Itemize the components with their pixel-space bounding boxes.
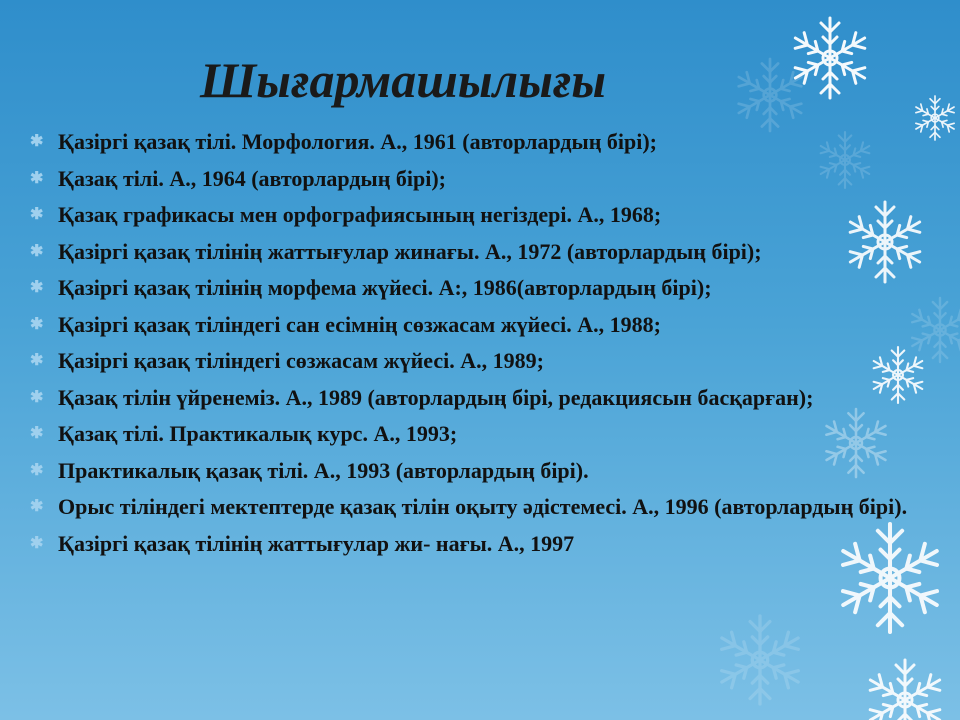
- list-item: [30, 493, 920, 520]
- list-item-text: Қазіргі қазақ тілінің морфема жүйесі. А:, 1986(авторлардың бірі);: [58, 275, 712, 300]
- list-item: [30, 238, 920, 265]
- slide-title: Шығармашылығы: [200, 52, 607, 108]
- list-item: [30, 420, 920, 447]
- list-item: [30, 530, 920, 557]
- snowflake-bullet-icon: ✱: [30, 242, 44, 260]
- list-item: [30, 384, 920, 411]
- snowflake-bullet-icon: ✱: [30, 133, 44, 150]
- snowflake-bullet-icon: ✱: [30, 169, 44, 187]
- list-item-text: Қазіргі қазақ тілі. Морфология. А., 1961 (авторлардың бірі);: [58, 129, 657, 154]
- list-item: [30, 165, 920, 192]
- snowflake-icon: [735, 59, 805, 131]
- list-item-text: Қазақ тілін үйренеміз. А., 1989 (авторлардың бірі, редакциясын басқарған);: [58, 384, 814, 410]
- snowflake-bullet-icon: ✱: [30, 315, 44, 333]
- snowflake-bullet-icon: ✱: [30, 425, 44, 442]
- list-item-text: Орыс тіліндегі мектептерде қазақ тілін оқыту әдістемесі. А., 1996 (авторлардың бірі).: [58, 494, 908, 519]
- snowflake-icon: [717, 616, 803, 704]
- snowflake-bullet-icon: ✱: [30, 461, 44, 479]
- snowflake-bullet-icon: ✱: [30, 206, 44, 223]
- list-item-text: Қазіргі қазақ тіліндегі сөзжасам жүйесі. А., 1989;: [58, 348, 544, 373]
- snowflake-bullet-icon: ✱: [30, 279, 44, 296]
- list-item-text: Қазіргі қазақ тілінің жаттығулар жинағы. А., 1972 (авторлардың бірі);: [58, 238, 762, 264]
- list-item-text: Қазақ тілі. Практикалық курс. А., 1993;: [58, 421, 458, 446]
- snowflake-bullet-icon: ✱: [30, 388, 44, 406]
- snowflake-icon: [866, 660, 944, 720]
- publications-list: [30, 128, 920, 566]
- list-item-text: Қазіргі қазақ тілінің жаттығулар жи- нағы. А., 1997: [58, 530, 575, 556]
- snowflake-bullet-icon: ✱: [30, 534, 44, 552]
- list-item-text: Практикалық қазақ тілі. А., 1993 (авторлардың бірі).: [58, 457, 589, 483]
- list-item: [30, 128, 920, 155]
- snowflake-bullet-icon: ✱: [30, 498, 44, 515]
- list-item-text: Қазіргі қазақ тіліндегі сан есімнің сөзжасам жүйесі. А., 1988;: [58, 311, 661, 337]
- list-item: [30, 274, 920, 301]
- snowflake-bullet-icon: ✱: [30, 352, 44, 369]
- list-item: [30, 347, 920, 374]
- list-item: [30, 457, 920, 484]
- list-item: [30, 311, 920, 338]
- list-item-text: Қазақ графикасы мен орфографиясының негіздері. А., 1968;: [58, 202, 662, 227]
- list-item: [30, 201, 920, 228]
- list-item-text: Қазақ тілі. А., 1964 (авторлардың бірі);: [58, 165, 446, 191]
